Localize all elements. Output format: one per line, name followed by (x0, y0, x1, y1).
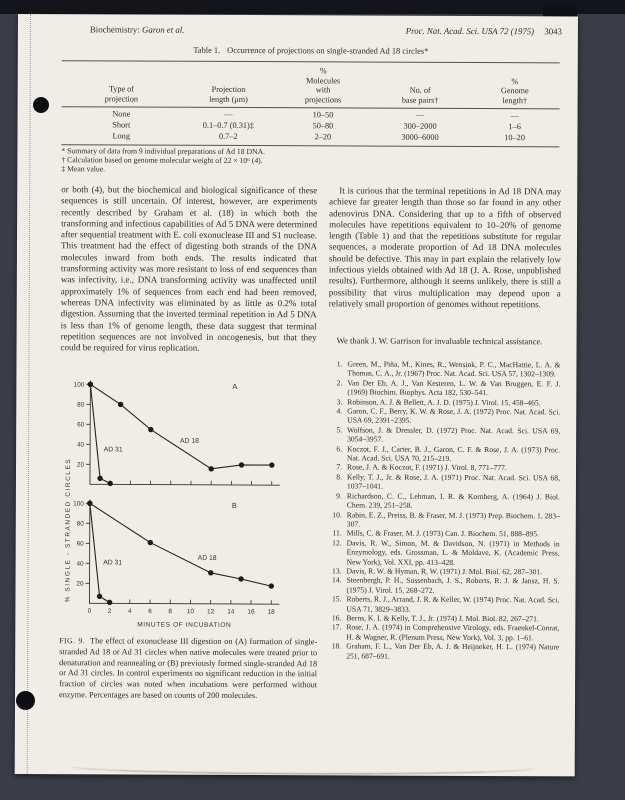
header-left (62, 24, 185, 35)
table (61, 60, 559, 147)
series-label: AD 31 (103, 446, 123, 454)
data-point (208, 570, 213, 575)
left-paragraph: or both (4), but the biochemical and biological significance of these sequences is still uncertain. Of interest, however, are experiments recently described by Graham et al. (18) in which both the transforming and infectious capabilities of Ad 5 DNA were determined after sequential treatment with E. coli exonuclease III and S1 nuclease. This treatment had the effect of digesting both strands of the DNA molecules inward from both ends. The results indicated that transforming activity was more resistant to loss of end sequences than was infectivity, i.e., DNA transforming activity was unaffected until approximately 1% of sequences from each end had been removed, whereas DNA infectivity was eliminated by as little as 0.2% total digestion. Assuming that the inverted terminal repetition in Ad 5 DNA is less than 1% of genome length, these data suggest that terminal repetition sequences are not involved in oncogenesis, but that they could be required for virus replication. (60, 184, 318, 353)
series-line (90, 381, 272, 469)
reference-number: 13. (332, 566, 342, 576)
binding-edge-line (27, 14, 31, 774)
data-point (148, 540, 153, 545)
paper (15, 14, 578, 776)
data-point (118, 402, 123, 407)
table-cell: — (510, 111, 519, 121)
reference-number: 16. (331, 613, 342, 623)
data-point (269, 583, 274, 588)
reference-number: 3. (336, 397, 343, 407)
footnote: † Calculation based on genome molecular weight of 22 × 10⁶ (4). (61, 155, 263, 165)
y-tick-label: 80 (76, 520, 84, 528)
reference-item (328, 425, 560, 445)
reference-item (328, 378, 560, 398)
table-body (61, 108, 559, 148)
reference-item (328, 538, 560, 567)
reference-item (328, 491, 560, 511)
figure-panel-a (56, 376, 307, 493)
data-point (88, 382, 93, 387)
table-header-cell: % Genome length† (500, 76, 529, 106)
reference-text: Davis, R. W., Simon, M. & Davidson, N. (1971) in Methods in Enzymology, eds. Grossman, L. & Moldave, K. (Academic Press, New York), Vol. XXI, pp. 413–428. (346, 538, 560, 567)
reference-number: 5. (336, 425, 343, 435)
series-label: AD 18 (180, 437, 199, 445)
reference-item (327, 623, 559, 643)
reference-text: Steenbergh, P. H., Sussenbach, J. S., Roberts, R. J. & Jansz, H. S. (1975) J. Virol. 15, 268–272. (346, 575, 560, 595)
reference-item (328, 510, 560, 530)
reference-text: Garon, C. F., Berry, K. W. & Rose, J. A. (1972) Proc. Nat. Acad. Sci. USA 69, 2391–2395. (347, 406, 561, 426)
data-point (239, 462, 244, 467)
header-right (406, 26, 562, 37)
punch-hole-bottom (16, 691, 35, 710)
y-tick-label: 100 (73, 381, 85, 389)
x-axis-title: MINUTES OF INCUBATION (137, 621, 232, 629)
figure-y-axis-label: % SINGLE - STRANDED CIRCLES (64, 458, 73, 603)
x-tick-label: 14 (227, 608, 235, 616)
reference-number: 7. (336, 462, 343, 472)
reference-text: Richardson, C. C., Lehman, I. R. & Kornberg, A. (1964) J. Biol. Chem. 239, 251–258. (346, 491, 560, 510)
table-cell: None (112, 109, 131, 119)
table-cell: 300–2000 (403, 121, 437, 131)
y-tick-label: 40 (76, 560, 84, 568)
header-journal: Proc. Nat. Acad. Sci. USA 72 (1975) (405, 25, 535, 37)
table-caption-text: Occurrence of projections on single-stranded Ad 18 circles* (227, 45, 429, 56)
table-header-cell: Type of projection (104, 84, 139, 104)
table-caption-label: Table 1. (193, 45, 221, 55)
series-label: AD 31 (103, 559, 123, 567)
series-line (90, 500, 272, 586)
reference-text: Kelly, T. J., Jr. & Rose, J. A. (1971) Proc. Nat. Acad. Sci. USA 68, 1037–1041. (346, 472, 561, 491)
x-tick-label: 6 (148, 608, 152, 616)
table-cell: 10–20 (504, 132, 526, 142)
reference-list (327, 359, 560, 661)
right-paragraph: It is curious that the terminal repetitions in Ad 18 DNA may achieve far greater length than those so far found in any other adenovirus DNA. Considering that up to a fifth of observed molecules have repetitions equivalent to 10–20% of genome length (Table 1) and that the repetitions substitute for regular sequences, a moderate proportion of Ad 18 DNA molecules should be defective. This may in part explain the relatively low infectious yields obtained with Ad 18 (J. A. Rose, unpublished results). Furthermore, although it seems unlikely, there is still a possibility that virus multiplication may depend upon a relatively small proportion of genomes without repetitions. (328, 185, 562, 310)
footnote: ‡ Mean value. (61, 164, 106, 174)
reference-text: Rose, J. A. (1974) in Comprehensive Virology, eds. Fraenkel-Conrat, H. & Wagner, R. (Plenum Press, New York), Vol. 3, pp. 1–61. (346, 622, 560, 643)
reference-item (328, 406, 560, 426)
reference-text: Graham, F. L., Van Der Eb, A. J. & Heijneker, H. L. (1974) Nature 251, 687–691. (346, 641, 560, 661)
header-page-number: 3043 (544, 26, 562, 37)
table-cell: 3000–6000 (401, 132, 439, 142)
x-tick-label: 8 (168, 608, 172, 616)
x-tick-label: 0 (87, 607, 92, 615)
y-tick-label: 100 (73, 500, 84, 508)
table-header-cell: No. of base pairs† (401, 85, 439, 105)
x-tick-label: 10 (186, 608, 194, 616)
header-section-label: Biochemistry: (89, 24, 140, 35)
x-tick-label: 2 (107, 607, 112, 615)
data-point (107, 481, 112, 486)
reference-number: 12. (332, 538, 342, 548)
data-point (97, 594, 102, 599)
panel-letter: B (231, 500, 237, 510)
figure-caption-text: The effect of exonuclease III digestion on (A) formation of single-stranded Ad 18 or Ad 31 circles when native molecules were treated prior to denaturation and reannealing or (B) previously formed single-stranded Ad 18 or Ad 31 circles. In control experiments no significant reduction in the initial fraction of circles was noted when incubations were performed without enzyme. Percentages are based on counts of 200 molecules. (59, 636, 318, 701)
reference-item (327, 642, 559, 662)
x-tick-label: 18 (267, 608, 275, 616)
data-point (238, 576, 243, 581)
reference-number: 10. (332, 509, 342, 519)
reference-text: Roberts, R. J., Arrand, J. R. & Keller, W. (1974) Proc. Nat. Acad. Sci. USA 71, 3829–3833. (346, 594, 560, 614)
reference-text: Berns, K. I. & Kelly, T. J., Jr. (1974) J. Mol. Biol. 82, 267–271. (346, 613, 539, 624)
reference-item (328, 472, 560, 492)
y-tick-label: 80 (77, 401, 85, 409)
reference-item (327, 595, 559, 615)
body-left-column (61, 184, 318, 355)
data-point (269, 462, 274, 467)
table-cell: 2–20 (314, 131, 332, 141)
y-tick-label: 60 (76, 540, 84, 548)
x-tick-label: 12 (207, 608, 215, 616)
body-right-column (329, 185, 562, 310)
acknowledgment: We thank J. W. Garrison for invaluable technical assistance. (336, 335, 543, 347)
reference-text: Van Der Eb, A. J., Van Kesteren, L. W. & Van Bruggen, E. F. J. (1969) Biochim. Biophys. Acta 182, 530–541. (347, 378, 561, 398)
figure-panel-b (55, 495, 306, 636)
reference-number: 11. (332, 528, 342, 538)
reference-text: Rabin, E. Z., Preiss, B. & Fraser, M. J. (1973) Prep. Biochem. 1, 283–307. (346, 509, 560, 529)
x-tick-label: 16 (247, 608, 255, 616)
y-tick-label: 60 (77, 421, 85, 429)
data-point (209, 466, 214, 471)
table-caption (62, 45, 560, 56)
reference-text: Mills, C. & Fraser, M. J. (1973) Can. J. Biochem. 51, 888–895. (346, 528, 540, 539)
table-header-cell: Projection length (μm) (209, 85, 248, 104)
reference-number: 14. (332, 575, 342, 585)
reference-number: 2. (336, 378, 343, 388)
reference-text: Rose, J. A. & Koczot, F. (1971) J. Virol. 8, 771–777. (347, 462, 507, 473)
panel-letter: A (232, 381, 238, 391)
reference-number: 17. (331, 622, 342, 632)
reference-item (328, 359, 560, 379)
x-tick-label: 4 (127, 607, 132, 616)
table-header-cell: % Molecules with projections (304, 66, 342, 105)
data-point (107, 600, 112, 605)
table-cell: — (224, 110, 233, 120)
y-tick-label: 20 (76, 580, 84, 588)
figure-caption-label: FIG. 9. (59, 636, 86, 646)
reference-text: Robinson, A. J. & Bellett, A. J. D. (1975) J. Virol. 15, 458–465. (347, 397, 541, 407)
data-point (87, 501, 92, 506)
reference-number: 1. (336, 359, 343, 369)
reference-number: 4. (336, 406, 343, 416)
table-footnotes (61, 147, 559, 176)
series-label: AD 18 (197, 554, 217, 562)
reference-item (327, 576, 559, 596)
table-cell: Short (112, 120, 131, 130)
reference-text: Wolfson, J. & Dressler, D. (1972) Proc. Nat. Acad. Sci. USA 69, 3054–3957. (347, 425, 561, 444)
reference-number: 18. (331, 641, 342, 651)
table-cell: 0.7–2 (218, 131, 238, 141)
page-bottom-shadow (70, 766, 535, 775)
header-authors: Garon et al. (141, 24, 185, 35)
table-cell: — (415, 111, 425, 121)
table-cell: 50–80 (312, 121, 334, 131)
punch-hole-top (33, 97, 49, 113)
reference-number: 15. (331, 594, 342, 604)
table-cell: 1–6 (508, 122, 521, 132)
top-film-strip (0, 0, 625, 14)
y-tick-label: 40 (76, 441, 85, 449)
table-cell: Long (112, 130, 131, 141)
data-point (97, 476, 102, 481)
footnote: * Summary of data from 9 individual preparations of Ad 18 DNA. (61, 146, 266, 157)
table-cell: 10–50 (312, 110, 334, 120)
data-point (148, 427, 153, 432)
y-tick-label: 20 (76, 461, 85, 469)
reference-text: Davis, R. W. & Hyman, R. W. (1971) J. Mol. Biol. 62, 287–301. (346, 566, 543, 577)
reference-number: 9. (336, 491, 342, 501)
reference-text: Green, M., Piña, M., Kines, R., Wensink, P. C., MacHattie, L. A. & Thomas, C. A., Jr. (1967) Proc. Nat. Acad. Sci. USA 57, 1302–1309. (347, 359, 561, 379)
figure-caption (59, 636, 317, 702)
running-header (62, 24, 562, 36)
reference-number: 6. (336, 444, 343, 454)
table-cell: 0.1–0.7 (0.31)‡ (202, 120, 254, 130)
reference-text: Koczot, F. J., Carter, B. J., Garon, C. F. & Rose, J. A. (1973) Proc. Nat. Acad. Sci. USA 70, 215–219. (347, 444, 561, 463)
table-row (61, 131, 559, 144)
table-header-row (62, 61, 560, 110)
series-line (90, 384, 111, 483)
series-line (89, 503, 110, 602)
reference-number: 8. (336, 472, 343, 482)
reference-item (328, 444, 560, 464)
